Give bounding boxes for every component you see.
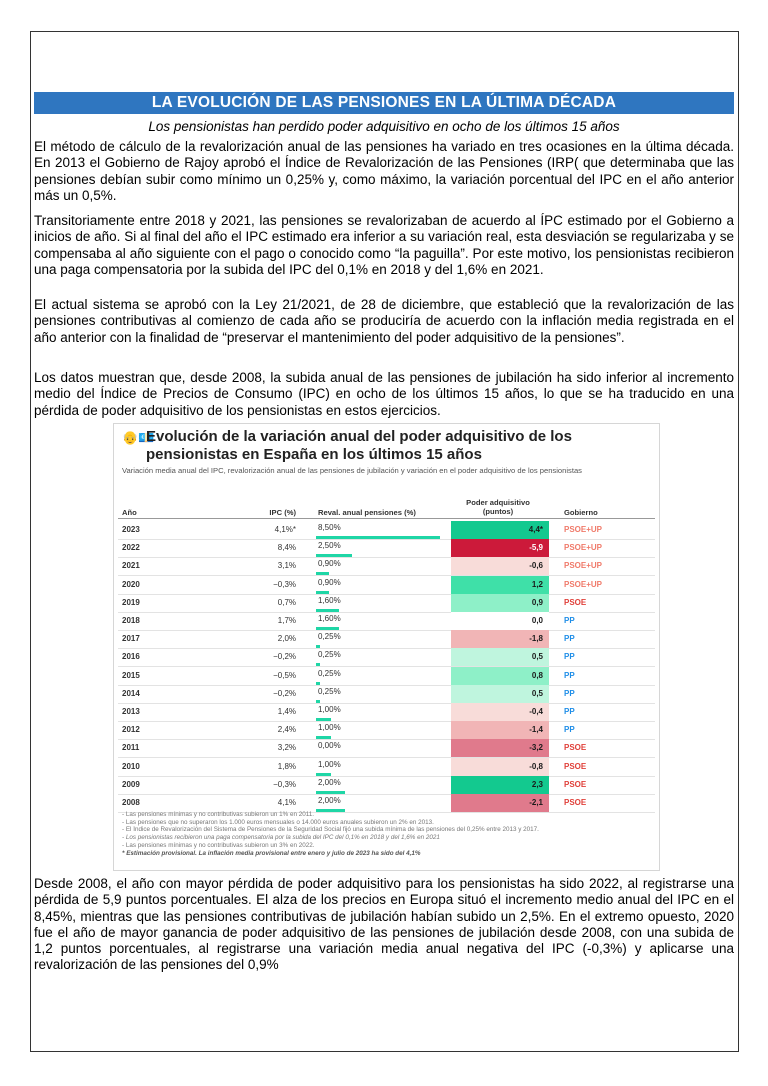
table-row <box>118 594 655 613</box>
year-cell: 2009 <box>122 779 140 789</box>
reval-cell: 2,50% <box>318 541 341 551</box>
table-row <box>118 557 655 576</box>
year-cell: 2015 <box>122 670 140 680</box>
reval-cell: 1,00% <box>318 759 341 769</box>
ipc-cell: 0,7% <box>277 597 296 607</box>
table-row <box>118 648 655 667</box>
table-row <box>118 667 655 686</box>
purchasing-power-cell: 0,5 <box>451 648 549 666</box>
header-reval: Reval. anual pensiones (%) <box>318 508 416 517</box>
ipc-cell: 4,1%* <box>274 525 296 534</box>
table-row <box>118 721 655 740</box>
reval-cell: 1,60% <box>318 614 341 623</box>
purchasing-power-cell: -5,9 <box>451 539 549 557</box>
purchasing-power-cell: -0,8 <box>451 758 549 776</box>
year-cell: 2010 <box>122 761 140 771</box>
reval-cell: 0,25% <box>318 632 341 642</box>
table-row <box>118 576 655 595</box>
note: - El Índice de Revalorización del Sistema de Pensiones de la Seguridad Social fijó una subida mínima de las pensiones del 0,25% entre 2013 y 2017. <box>122 826 539 834</box>
header-year: Año <box>122 508 137 517</box>
purchasing-power-cell: -0,4 <box>451 703 549 721</box>
ipc-cell: 2,4% <box>277 725 296 735</box>
ipc-cell: 4,1% <box>277 798 296 807</box>
government-cell: PSOE <box>564 743 587 753</box>
reval-cell: 1,60% <box>318 595 341 605</box>
header-ipc: IPC (%) <box>269 508 296 517</box>
table-row <box>118 521 655 540</box>
ipc-cell: 8,4% <box>277 543 296 553</box>
reval-cell: 0,00% <box>318 741 341 751</box>
government-cell: PSOE <box>564 798 587 807</box>
ipc-cell: −0,3% <box>273 579 296 589</box>
year-cell: 2013 <box>122 707 140 716</box>
pensioner-money-icon: 👴💶 <box>122 430 155 445</box>
header-government: Gobierno <box>564 508 598 517</box>
purchasing-power-cell: 4,4* <box>451 521 549 539</box>
reval-cell: 1,00% <box>318 723 341 733</box>
purchasing-power-cell: -2,1 <box>451 794 549 812</box>
reval-cell: 0,25% <box>318 650 341 660</box>
year-cell: 2023 <box>122 525 140 534</box>
ipc-cell: −0,3% <box>273 779 296 789</box>
reval-cell: 0,25% <box>318 686 341 696</box>
purchasing-power-cell: 0,0 <box>451 612 549 630</box>
figure-notes <box>122 811 657 857</box>
year-cell: 2020 <box>122 579 140 589</box>
year-cell: 2016 <box>122 652 140 662</box>
purchasing-power-cell: -3,2 <box>451 739 549 757</box>
government-cell: PSOE <box>564 761 587 771</box>
figure-title: Evolución de la variación anual del poder adquisitivo de los pensionistas en España en los últimos 15 años <box>146 428 572 463</box>
note: - Los pensionistas recibieron una paga compensatoria por la subida del IPC del 0,1% en 2018 y del 1,6% en 2021 <box>122 834 440 842</box>
year-cell: 2018 <box>122 616 140 625</box>
note: - Las pensiones mínimas y no contributivas subieron un 3% en 2022. <box>122 841 315 849</box>
government-cell: PSOE <box>564 597 587 607</box>
government-cell: PSOE+UP <box>564 543 603 553</box>
government-cell: PP <box>564 725 575 735</box>
year-cell: 2022 <box>122 543 140 553</box>
ipc-cell: 2,0% <box>277 634 296 644</box>
ipc-cell: −0,2% <box>273 688 296 698</box>
table-row <box>118 739 655 758</box>
year-cell: 2014 <box>122 688 140 698</box>
government-cell: PP <box>564 707 575 716</box>
table-row <box>118 630 655 649</box>
government-cell: PP <box>564 652 575 662</box>
paragraph-1: El método de cálculo de la revalorización anual de las pensiones ha variado en tres ocasiones en la última década. En 2013 el Gobierno de Rajoy aprobó el Índice de Revalorización de las Pensiones (IRP( que determinaba que las pensiones debían subir como mínimo un 0,25% y, como máximo, la variación porcentual del IPC en el año anterior más un 0,5%. <box>34 139 734 203</box>
note: - Las pensiones que no superaron los 1.000 euros mensuales o 14.000 euros anuales subieron un 2% en 2013. <box>122 818 434 826</box>
year-cell: 2017 <box>122 634 140 644</box>
purchasing-power-cell: -1,4 <box>451 721 549 739</box>
ipc-cell: 1,7% <box>277 616 296 625</box>
table-row <box>118 539 655 558</box>
table-row <box>118 758 655 777</box>
paragraph-2: Transitoriamente entre 2018 y 2021, las pensiones se revalorizaban de acuerdo al ÍPC estimado por el Gobierno a inicios de año. Si al final del año el IPC estimado era inferior a su variación real, esta desviación se regularizaba y se compensaba al año siguiente con el pago o conocido como “la paguilla”. Por este motivo, los pensionistas recibieron una paga compensatoria por la subida del IPC del 0,1% en 2018 y del 1,6% en 2021. <box>34 213 734 277</box>
table-row <box>118 776 655 795</box>
ipc-cell: −0,2% <box>273 652 296 662</box>
government-cell: PSOE <box>564 779 587 789</box>
purchasing-power-cell: 0,9 <box>451 594 549 612</box>
header-divider <box>118 518 655 519</box>
paragraph-5: Desde 2008, el año con mayor pérdida de poder adquisitivo para los pensionistas ha sido 2022, al registrarse una pérdida de 5,9 puntos porcentuales. El alza de los precios en Europa situó el incremento medio anual del IPC en el 8,45%, mientras que las pensiones contributivas de jubilación habían subido un 2,5%. En el extremo opuesto, 2020 fue el año de mayor ganancia de poder adquisitivo de las pensiones de jubilación desde 2008, con una subida de 1,2 puntos porcentuales, al registrarse una variación media anual negativa del IPC (-0,3%) y aplicarse una revalorización de las pensiones del 0,9% <box>34 876 734 973</box>
purchasing-power-cell: 0,5 <box>451 685 549 703</box>
page-title: LA EVOLUCIÓN DE LAS PENSIONES EN LA ÚLTIMA DÉCADA <box>34 92 734 114</box>
reval-cell: 2,00% <box>318 796 341 805</box>
government-cell: PSOE+UP <box>564 525 603 534</box>
reval-cell: 2,00% <box>318 777 341 787</box>
ipc-cell: 3,1% <box>277 561 296 571</box>
government-cell: PP <box>564 634 575 644</box>
paragraph-3: El actual sistema se aprobó con la Ley 21/2021, de 28 de diciembre, que estableció que la revalorización de las pensiones contributivas al comienzo de cada año se produciría de acuerdo con la inflación media registrada en el año anterior con la finalidad de “preservar el mantenimiento del poder adquisitivo de la pensiones”. <box>34 297 734 345</box>
year-cell: 2021 <box>122 561 140 571</box>
purchasing-power-cell: 0,8 <box>451 667 549 685</box>
government-cell: PP <box>564 616 575 625</box>
ipc-cell: 1,8% <box>277 761 296 771</box>
reval-cell: 0,25% <box>318 668 341 678</box>
purchasing-power-cell: -1,8 <box>451 630 549 648</box>
ipc-cell: −0,5% <box>273 670 296 680</box>
pension-table-figure <box>113 423 660 871</box>
reval-cell: 0,90% <box>318 577 341 587</box>
government-cell: PP <box>564 670 575 680</box>
ipc-cell: 1,4% <box>277 707 296 716</box>
header-purchasing-power: Poder adquisitivo (puntos) <box>466 498 530 516</box>
ipc-cell: 3,2% <box>277 743 296 753</box>
reval-cell: 0,90% <box>318 559 341 569</box>
year-cell: 2008 <box>122 798 140 807</box>
year-cell: 2012 <box>122 725 140 735</box>
table-row <box>118 685 655 704</box>
reval-cell: 8,50% <box>318 523 341 532</box>
purchasing-power-cell: -0,6 <box>451 557 549 575</box>
year-cell: 2019 <box>122 597 140 607</box>
reval-cell: 1,00% <box>318 705 341 714</box>
purchasing-power-cell: 2,3 <box>451 776 549 794</box>
figure-subtitle: Variación media anual del IPC, revalorización anual de las pensiones de jubilación y variación en el poder adquisitivo de los pensionistas <box>122 466 582 475</box>
table-row <box>118 612 655 631</box>
government-cell: PSOE+UP <box>564 579 603 589</box>
note: * Estimación provisional. La inflación media provisional entre enero y julio de 2023 ha sido del 4,1% <box>122 849 421 857</box>
note: - Las pensiones mínimas y no contributivas subieron un 1% en 2011. <box>122 811 315 818</box>
table-row <box>118 703 655 722</box>
government-cell: PP <box>564 688 575 698</box>
page-subtitle: Los pensionistas han perdido poder adquisitivo en ocho de los últimos 15 años <box>148 119 620 134</box>
year-cell: 2011 <box>122 743 140 753</box>
purchasing-power-cell: 1,2 <box>451 576 549 594</box>
government-cell: PSOE+UP <box>564 561 603 571</box>
paragraph-4: Los datos muestran que, desde 2008, la subida anual de las pensiones de jubilación ha sido inferior al incremento medio del Índice de Precios de Consumo (IPC) en ocho de los últimos 15 años, lo que se ha traducido en una pérdida de poder adquisitivo de los pensionistas en estos ejercicios. <box>34 370 734 418</box>
